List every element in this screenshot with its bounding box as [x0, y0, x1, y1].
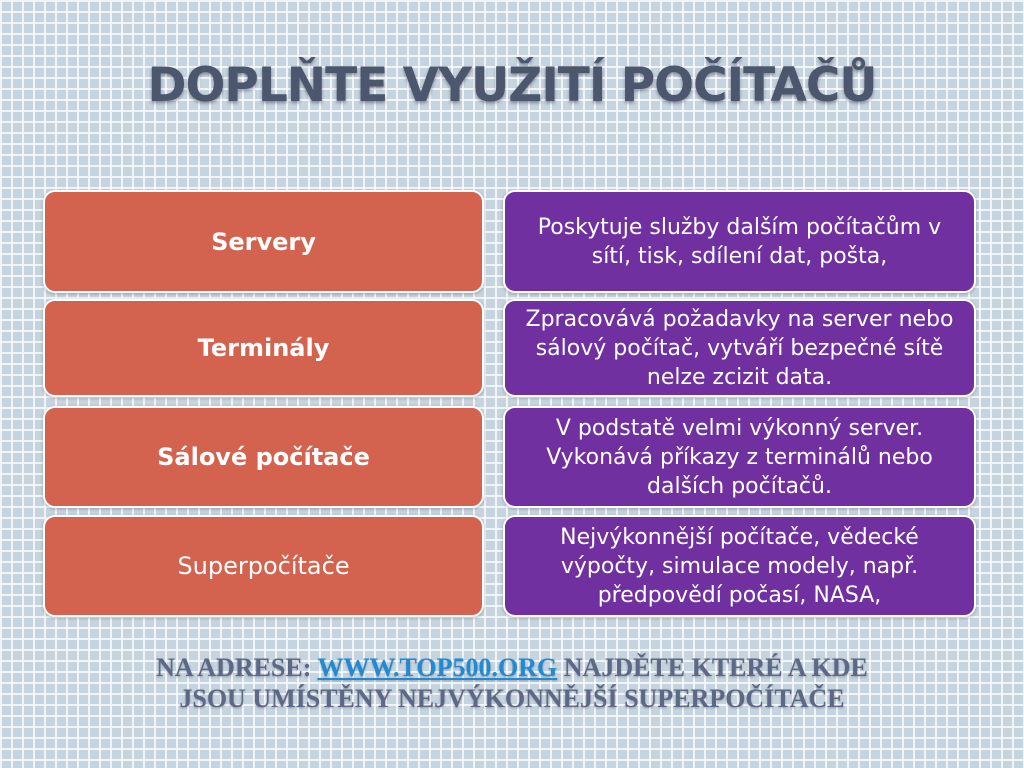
term-label: Superpočítače	[177, 552, 350, 580]
term-box-superpocitace	[43, 515, 484, 617]
description-box-terminaly	[503, 299, 976, 397]
top500-link[interactable]: WWW.TOP500.ORG	[317, 653, 558, 682]
footer-suffix: NAJDĚTE KTERÉ A KDE	[557, 653, 868, 682]
footer-line-2: JSOU UMÍSTĚNY NEJVÝKONNĚJŠÍ SUPERPOČÍTAČE	[179, 684, 845, 713]
term-label: Sálové počítače	[157, 443, 370, 471]
term-label: Servery	[211, 227, 316, 256]
term-box-salove-pocitace	[43, 406, 484, 508]
footer-note	[0, 652, 1024, 714]
description-text: Zpracovává požadavky na server nebo sálový počítač, vytváří bezpečné sítě nelze zcizit data.	[525, 306, 954, 390]
term-box-servery	[43, 190, 484, 293]
description-text: Poskytuje služby dalším počítačům v sítí, tisk, sdílení dat, pošta,	[537, 214, 942, 269]
description-box-superpocitace	[503, 515, 976, 617]
term-label: Terminály	[197, 334, 330, 362]
footer-line-1	[0, 652, 1024, 683]
description-box-salove-pocitace	[503, 406, 976, 508]
page-title: DOPLŇTE VYUŽITÍ POČÍTAČŮ	[147, 58, 877, 113]
term-box-terminaly	[43, 299, 484, 397]
description-box-servery	[503, 190, 976, 293]
footer-prefix: NA ADRESE:	[156, 653, 318, 682]
description-text: Nejvýkonnější počítače, vědecké výpočty, simulace modely, např. předpovědí počasí, NASA,	[560, 524, 919, 608]
description-text: V podstatě velmi výkonný server. Vykonává příkazy z terminálů nebo dalších počítačů.	[546, 415, 933, 499]
